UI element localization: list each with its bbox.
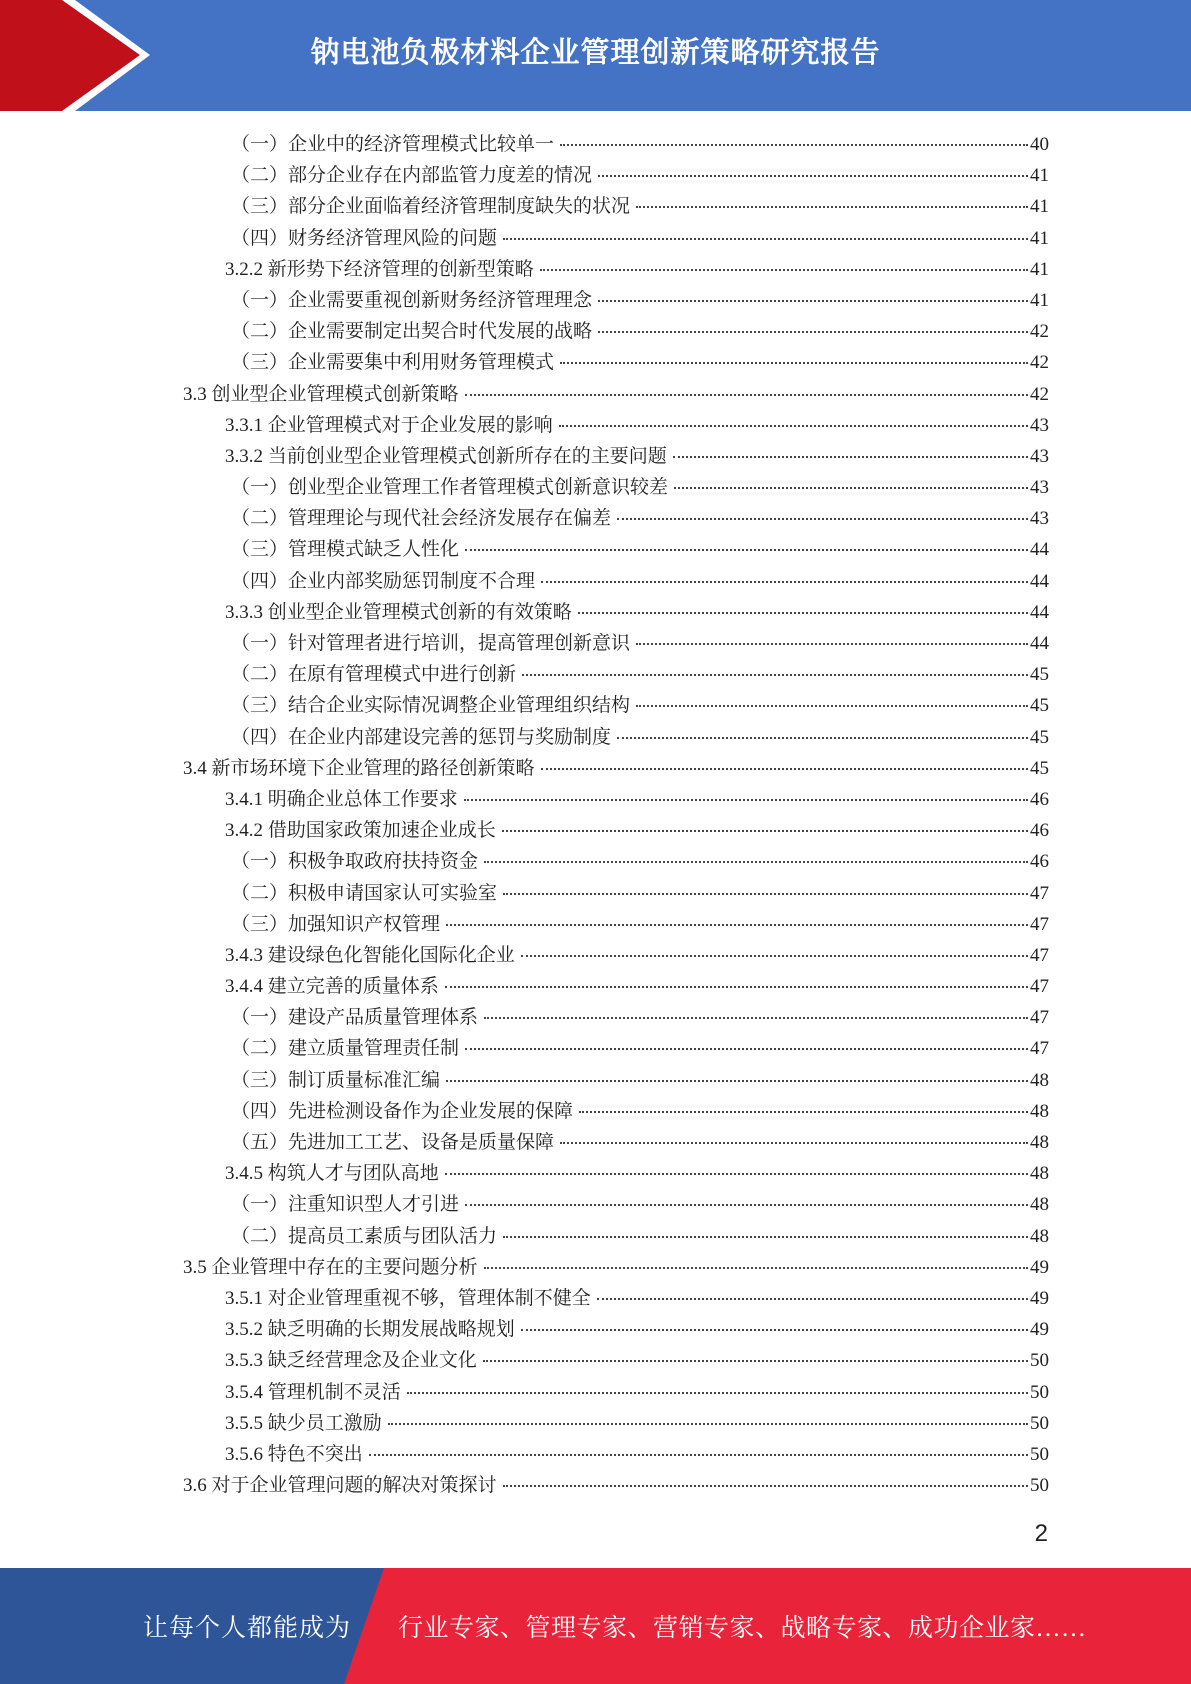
toc-entry-page: 49: [1030, 1319, 1049, 1341]
toc-entry[interactable]: [183, 659, 1049, 690]
toc-entry[interactable]: [183, 753, 1049, 784]
toc-entry[interactable]: [183, 1221, 1049, 1252]
toc-entry[interactable]: [183, 690, 1049, 721]
toc-entry-title: 3.4.4 建立完善的质量体系: [225, 976, 439, 998]
toc-entry-page: 48: [1030, 1069, 1049, 1091]
toc-entry-page: 49: [1030, 1256, 1049, 1278]
toc-dot-leader: [560, 361, 1028, 364]
toc-entry-title: 3.5.4 管理机制不灵活: [225, 1381, 401, 1403]
toc-entry-page: 46: [1030, 788, 1049, 810]
toc-entry[interactable]: [183, 815, 1049, 846]
toc-entry-title: （四）在企业内部建设完善的惩罚与奖励制度: [231, 726, 612, 748]
toc-entry-title: 3.5 企业管理中存在的主要问题分析: [183, 1256, 478, 1278]
toc-entry-title: （三）制订质量标准汇编: [231, 1069, 441, 1091]
toc-entry-title: （二）在原有管理模式中进行创新: [231, 664, 517, 686]
toc-entry[interactable]: [183, 1127, 1049, 1158]
toc-entry-page: 47: [1030, 913, 1049, 935]
toc-entry[interactable]: [183, 1314, 1049, 1345]
toc-entry-title: 3.3.2 当前创业型企业管理模式创新所存在的主要问题: [225, 445, 667, 467]
toc-dot-leader: [465, 1203, 1028, 1206]
toc-entry-title: （二）管理理论与现代社会经济发展存在偏差: [231, 508, 612, 530]
toc-entry[interactable]: [183, 223, 1049, 254]
toc-entry-title: （四）财务经济管理风险的问题: [231, 227, 498, 249]
toc-entry-page: 45: [1030, 664, 1049, 686]
toc-dot-leader: [503, 237, 1028, 240]
report-title: 钠电池负极材料企业管理创新策略研究报告: [310, 34, 881, 69]
toc-entry-title: 3.4.5 构筑人才与团队高地: [225, 1163, 439, 1185]
toc-entry-page: 44: [1030, 539, 1049, 561]
toc-dot-leader: [483, 1359, 1028, 1362]
toc-entry[interactable]: [183, 160, 1049, 191]
toc-entry[interactable]: [183, 597, 1049, 628]
toc-entry[interactable]: [183, 1033, 1049, 1064]
toc-dot-leader: [598, 174, 1028, 177]
toc-entry-page: 45: [1030, 757, 1049, 779]
toc-entry[interactable]: [183, 316, 1049, 347]
toc-entry-title: 3.3 创业型企业管理模式创新策略: [183, 383, 459, 405]
page-footer: [0, 1568, 1191, 1684]
toc-entry-title: 3.3.1 企业管理模式对于企业发展的影响: [225, 414, 553, 436]
toc-entry-page: 48: [1030, 1132, 1049, 1153]
toc-dot-leader: [598, 330, 1028, 333]
toc-entry[interactable]: [183, 1345, 1049, 1376]
toc-entry[interactable]: [183, 878, 1049, 909]
toc-entry-page: 47: [1030, 882, 1049, 904]
footer-slogan-right: 行业专家、管理专家、营销专家、战略专家、成功企业家……: [398, 1615, 1087, 1642]
toc-dot-leader: [464, 798, 1028, 801]
toc-dot-leader: [636, 205, 1028, 208]
toc-dot-leader: [445, 1172, 1028, 1175]
toc-entry-title: 3.5.2 缺乏明确的长期发展战略规划: [225, 1319, 515, 1341]
toc-entry-page: 50: [1030, 1412, 1049, 1434]
toc-dot-leader: [541, 767, 1028, 770]
toc-entry-page: 50: [1030, 1443, 1049, 1465]
toc-dot-leader: [484, 1266, 1028, 1269]
toc-entry[interactable]: [183, 784, 1049, 815]
toc-dot-leader: [579, 1110, 1028, 1113]
toc-dot-leader: [598, 299, 1028, 302]
toc-dot-leader: [560, 1141, 1028, 1144]
toc-dot-leader: [503, 1484, 1028, 1487]
toc-dot-leader: [617, 517, 1028, 520]
toc-dot-leader: [636, 704, 1028, 707]
toc-dot-leader: [617, 736, 1028, 739]
toc-dot-leader: [541, 580, 1028, 583]
toc-entry-title: （二）企业需要制定出契合时代发展的战略: [231, 321, 593, 343]
toc-entry-title: （四）企业内部奖励惩罚制度不合理: [231, 570, 536, 592]
toc-entry-title: 3.4.1 明确企业总体工作要求: [225, 788, 458, 810]
toc-entry[interactable]: [183, 1065, 1049, 1096]
toc-entry-title: 3.5.6 特色不突出: [225, 1443, 363, 1465]
toc-entry-page: 42: [1030, 352, 1049, 374]
toc-entry-page: 48: [1030, 1100, 1049, 1122]
toc-entry[interactable]: [183, 722, 1049, 753]
toc-entry-page: 44: [1030, 633, 1049, 654]
toc-entry[interactable]: [183, 1002, 1049, 1033]
toc-entry-title: 3.5.5 缺少员工激励: [225, 1412, 382, 1434]
toc-entry-page: 45: [1030, 695, 1049, 717]
toc-entry-page: 46: [1030, 851, 1049, 873]
toc-entry-title: （五）先进加工工艺、设备是质量保障: [231, 1132, 555, 1153]
toc-entry-title: 3.4.3 建设绿色化智能化国际化企业: [225, 944, 515, 966]
toc-entry[interactable]: [183, 971, 1049, 1002]
toc-dot-leader: [521, 1328, 1028, 1331]
toc-entry-title: （一）针对管理者进行培训，提高管理创新意识: [231, 633, 631, 654]
toc-entry[interactable]: [183, 566, 1049, 597]
toc-entry-title: （一）注重知识型人才引进: [231, 1194, 460, 1216]
toc-entry[interactable]: [183, 191, 1049, 222]
toc-dot-leader: [540, 268, 1028, 271]
toc-dot-leader: [674, 486, 1028, 489]
toc-entry-page: 47: [1030, 1007, 1049, 1029]
toc-entry[interactable]: [183, 1408, 1049, 1439]
toc-entry-title: 3.4 新市场环境下企业管理的路径创新策略: [183, 757, 535, 779]
toc-dot-leader: [446, 1079, 1028, 1082]
toc-dot-leader: [445, 985, 1028, 988]
toc-entry-page: 48: [1030, 1163, 1049, 1185]
toc-entry-page: 47: [1030, 944, 1049, 966]
toc-dot-leader: [560, 143, 1028, 146]
toc-entry-title: （一）企业中的经济管理模式比较单一: [231, 134, 555, 155]
toc-dot-leader: [465, 393, 1028, 396]
toc-entry-page: 41: [1030, 258, 1049, 280]
toc-entry-page: 44: [1030, 570, 1049, 592]
toc-entry-page: 46: [1030, 820, 1049, 842]
toc-entry-page: 47: [1030, 976, 1049, 998]
table-of-contents: [183, 129, 1049, 1501]
toc-entry[interactable]: [183, 441, 1049, 472]
toc-entry-page: 43: [1030, 414, 1049, 436]
toc-entry-page: 43: [1030, 477, 1049, 499]
toc-dot-leader: [673, 455, 1028, 458]
toc-entry-page: 40: [1030, 134, 1049, 155]
toc-entry[interactable]: [183, 254, 1049, 285]
toc-entry-title: （三）管理模式缺乏人性化: [231, 539, 460, 561]
toc-entry[interactable]: [183, 628, 1049, 659]
toc-dot-leader: [597, 1297, 1028, 1300]
toc-entry-title: （一）积极争取政府扶持资金: [231, 851, 479, 873]
toc-entry-page: 47: [1030, 1038, 1049, 1060]
toc-entry[interactable]: [183, 1377, 1049, 1408]
toc-entry[interactable]: [183, 846, 1049, 877]
toc-dot-leader: [503, 892, 1028, 895]
toc-entry-title: （四）先进检测设备作为企业发展的保障: [231, 1100, 574, 1122]
toc-entry[interactable]: [183, 1096, 1049, 1127]
toc-entry-title: （三）企业需要集中利用财务管理模式: [231, 352, 555, 374]
toc-entry-title: 3.5.3 缺乏经营理念及企业文化: [225, 1350, 477, 1372]
toc-dot-leader: [502, 829, 1028, 832]
toc-entry-page: 45: [1030, 726, 1049, 748]
toc-dot-leader: [559, 424, 1028, 427]
toc-entry-page: 48: [1030, 1225, 1049, 1247]
toc-dot-leader: [465, 548, 1028, 551]
toc-entry-title: （二）积极申请国家认可实验室: [231, 882, 498, 904]
toc-entry[interactable]: [183, 1158, 1049, 1189]
toc-entry-title: 3.2.2 新形势下经济管理的创新型策略: [225, 258, 534, 280]
toc-entry[interactable]: [183, 909, 1049, 940]
page-header: [0, 0, 1191, 111]
header-chevron-decoration: [0, 0, 160, 111]
toc-dot-leader: [388, 1422, 1028, 1425]
toc-entry[interactable]: [183, 347, 1049, 378]
toc-entry-page: 41: [1030, 289, 1049, 311]
toc-entry-title: 3.6 对于企业管理问题的解决对策探讨: [183, 1475, 497, 1497]
toc-entry[interactable]: [183, 1252, 1049, 1283]
toc-entry[interactable]: [183, 1439, 1049, 1470]
toc-entry-title: （二）部分企业存在内部监管力度差的情况: [231, 165, 593, 187]
toc-entry-title: （二）建立质量管理责任制: [231, 1038, 460, 1060]
toc-entry-page: 44: [1030, 601, 1049, 623]
toc-entry-title: （一）企业需要重视创新财务经济管理理念: [231, 289, 593, 311]
toc-entry-title: （二）提高员工素质与团队活力: [231, 1225, 498, 1247]
toc-dot-leader: [484, 860, 1028, 863]
toc-dot-leader: [465, 1047, 1028, 1050]
toc-entry-title: （三）部分企业面临着经济管理制度缺失的状况: [231, 196, 631, 218]
toc-entry[interactable]: [183, 1283, 1049, 1314]
toc-entry[interactable]: [183, 410, 1049, 441]
toc-entry-title: （三）加强知识产权管理: [231, 913, 441, 935]
toc-entry-title: 3.4.2 借助国家政策加速企业成长: [225, 820, 496, 842]
toc-entry-page: 41: [1030, 165, 1049, 187]
toc-dot-leader: [522, 673, 1028, 676]
toc-entry[interactable]: [183, 472, 1049, 503]
toc-entry-page: 49: [1030, 1287, 1049, 1309]
toc-entry-title: 3.5.1 对企业管理重视不够，管理体制不健全: [225, 1287, 591, 1309]
toc-entry-page: 50: [1030, 1350, 1049, 1372]
toc-entry-page: 50: [1030, 1475, 1049, 1497]
toc-dot-leader: [407, 1391, 1028, 1394]
toc-entry[interactable]: [183, 285, 1049, 316]
toc-dot-leader: [636, 642, 1028, 645]
toc-entry[interactable]: [183, 129, 1049, 160]
toc-dot-leader: [521, 954, 1028, 957]
toc-dot-leader: [503, 1235, 1028, 1238]
toc-entry[interactable]: [183, 503, 1049, 534]
toc-entry[interactable]: [183, 940, 1049, 971]
toc-dot-leader: [578, 611, 1028, 614]
footer-slogan-left: 让每个人都能成为: [143, 1615, 352, 1642]
toc-entry-page: 41: [1030, 227, 1049, 249]
toc-entry-page: 43: [1030, 508, 1049, 530]
toc-entry-page: 42: [1030, 383, 1049, 405]
toc-entry-page: 42: [1030, 321, 1049, 343]
toc-entry-page: 50: [1030, 1381, 1049, 1403]
toc-dot-leader: [484, 1016, 1028, 1019]
toc-entry-page: 41: [1030, 196, 1049, 218]
toc-entry[interactable]: [183, 534, 1049, 565]
toc-entry-title: 3.3.3 创业型企业管理模式创新的有效策略: [225, 601, 572, 623]
toc-entry[interactable]: [183, 1189, 1049, 1220]
toc-entry-title: （一）建设产品质量管理体系: [231, 1007, 479, 1029]
toc-entry-page: 48: [1030, 1194, 1049, 1216]
toc-entry-title: （三）结合企业实际情况调整企业管理组织结构: [231, 695, 631, 717]
toc-dot-leader: [369, 1453, 1028, 1456]
page-number: 2: [1034, 1520, 1048, 1547]
toc-entry-page: 43: [1030, 445, 1049, 467]
toc-entry[interactable]: [183, 1470, 1049, 1501]
toc-entry[interactable]: [183, 379, 1049, 410]
toc-dot-leader: [446, 923, 1028, 926]
toc-entry-title: （一）创业型企业管理工作者管理模式创新意识较差: [231, 477, 669, 499]
